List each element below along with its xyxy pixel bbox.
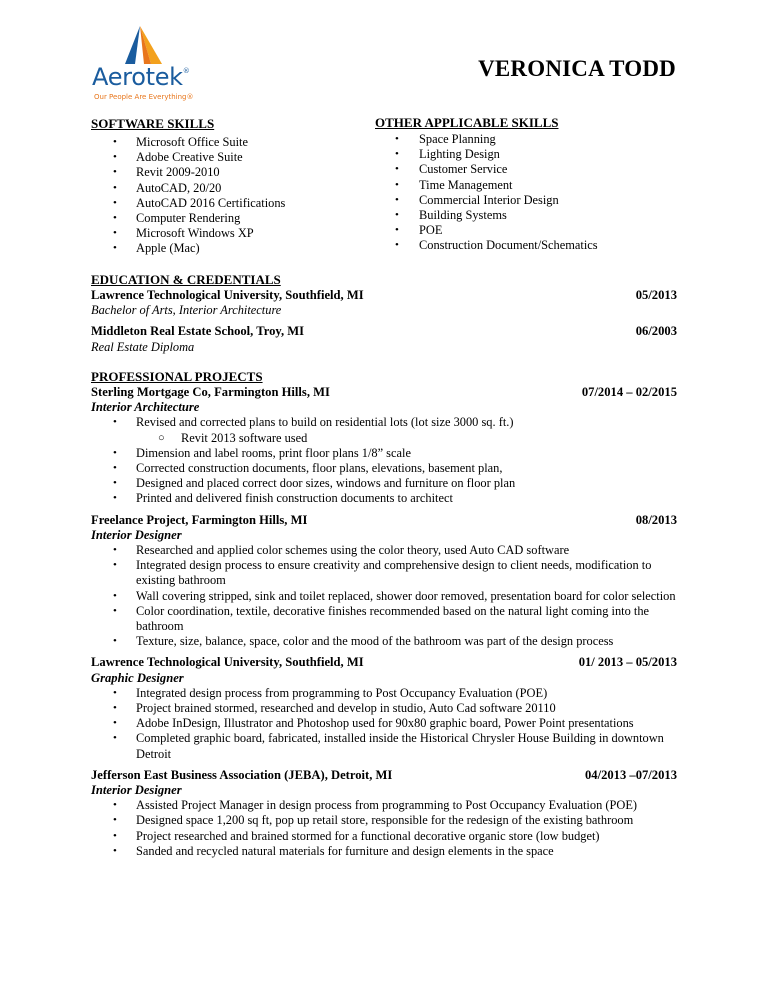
- other-skills-heading: OTHER APPLICABLE SKILLS: [375, 115, 559, 130]
- software-skills: [91, 116, 361, 257]
- project-role: Interior Designer: [91, 527, 182, 542]
- aerotek-logo: [92, 26, 202, 106]
- list-item: • Microsoft Windows XP: [113, 226, 254, 241]
- project-header: Lawrence Technological University, Southfield, MI 01/ 2013 – 05/2013: [91, 655, 677, 670]
- project-role: Graphic Designer: [91, 670, 184, 685]
- list-item: • Space Planning: [395, 132, 496, 146]
- list-item: • Completed graphic board, fabricated, installed inside the Historical Chrysler House Building in downtown Detroit: [113, 731, 664, 761]
- list-item: • Revit 2009-2010: [113, 165, 220, 180]
- list-item: • Researched and applied color schemes using the color theory, used Auto CAD software: [113, 543, 570, 558]
- project-role: Interior Designer: [91, 783, 182, 798]
- education-entry-header: Middleton Real Estate School, Troy, MI 06/2003: [91, 324, 677, 339]
- project-header: Sterling Mortgage Co, Farmington Hills, MI 07/2014 – 02/2015: [91, 385, 677, 399]
- list-item: ○ Revit 2013 software used: [158, 430, 308, 445]
- list-item: • Microsoft Office Suite: [113, 135, 248, 149]
- education-entry-header: Lawrence Technological University, Southfield, MI 05/2013: [91, 288, 677, 302]
- project-header: Freelance Project, Farmington Hills, MI 08/2013: [91, 512, 677, 527]
- list-item: • Project brained stormed, researched and develop in studio, Auto Cad software 20110: [113, 701, 556, 716]
- list-item: • Printed and delivered finish construction documents to architect: [113, 491, 453, 506]
- projects-section: [91, 369, 677, 859]
- list-item: • Commercial Interior Design: [395, 192, 559, 207]
- list-item: • Texture, size, balance, space, color and the mood of the bathroom was part of the design process: [113, 634, 614, 649]
- list-item: • Adobe InDesign, Illustrator and Photoshop used for 90x80 graphic board, Power Point presentations: [113, 716, 634, 731]
- list-item: • Customer Service: [395, 162, 508, 177]
- candidate-name: VERONICA TODD: [478, 56, 676, 81]
- list-item: • Wall covering stripped, sink and toilet replaced, shower door removed, presentation board for color selection: [113, 588, 676, 603]
- list-item: • Designed space 1,200 sq ft, pop up retail store, responsible for the redesign of the existing bathroom: [113, 813, 634, 828]
- list-item: • Corrected construction documents, floor plans, elevations, basement plan,: [113, 461, 503, 476]
- list-item: • Construction Document/Schematics: [395, 238, 598, 253]
- list-item: • Project researched and brained stormed for a functional decorative organic store (low budget): [113, 828, 600, 843]
- list-item: • Integrated design process from programming to Post Occupancy Evaluation (POE): [113, 685, 548, 700]
- list-item: • Building Systems: [395, 208, 507, 223]
- list-item: • Sanded and recycled natural materials for furniture and design elements in the space: [113, 843, 554, 858]
- logo-wordmark: Aerotek®: [92, 63, 190, 91]
- list-item: • AutoCAD 2016 Certifications: [113, 195, 286, 210]
- education-section: [91, 272, 677, 355]
- other-skills: [375, 115, 675, 254]
- education-degree: Real Estate Diploma: [91, 339, 195, 354]
- list-item: • Adobe Creative Suite: [113, 150, 243, 165]
- list-item: • Apple (Mac): [113, 241, 200, 256]
- projects-heading: PROFESSIONAL PROJECTS: [91, 369, 263, 384]
- logo-tagline: Our People Are Everything®: [94, 93, 194, 101]
- list-item: • Dimension and label rooms, print floor plans 1/8” scale: [113, 445, 411, 460]
- list-item: • POE: [395, 223, 443, 238]
- education-degree: Bachelor of Arts, Interior Architecture: [91, 303, 282, 318]
- list-item: • Designed and placed correct door sizes, windows and furniture on floor plan: [113, 476, 516, 491]
- education-heading: EDUCATION & CREDENTIALS: [91, 272, 281, 287]
- project-header: Jefferson East Business Association (JEBA), Detroit, MI 04/2013 –07/2013: [91, 767, 677, 782]
- list-item: • Computer Rendering: [113, 211, 241, 226]
- list-item: • Color coordination, textile, decorative finishes recommended based on the natural light coming into the bathroom: [113, 603, 650, 634]
- list-item: • AutoCAD, 20/20: [113, 180, 222, 195]
- project-role: Interior Architecture: [91, 400, 200, 415]
- list-item: • Integrated design process to ensure creativity and comprehensive design to client needs, modification to existing bathroom: [113, 558, 652, 588]
- list-item: • Assisted Project Manager in design process from programming to Post Occupancy Evaluation (POE): [113, 798, 638, 813]
- aerotek-triangle-icon: [118, 26, 162, 64]
- list-item: • Revised and corrected plans to build on residential lots (lot size 3000 sq. ft.): [113, 415, 514, 430]
- list-item: • Time Management: [395, 177, 513, 192]
- list-item: • Lighting Design: [395, 147, 500, 162]
- software-skills-heading: SOFTWARE SKILLS: [91, 116, 215, 131]
